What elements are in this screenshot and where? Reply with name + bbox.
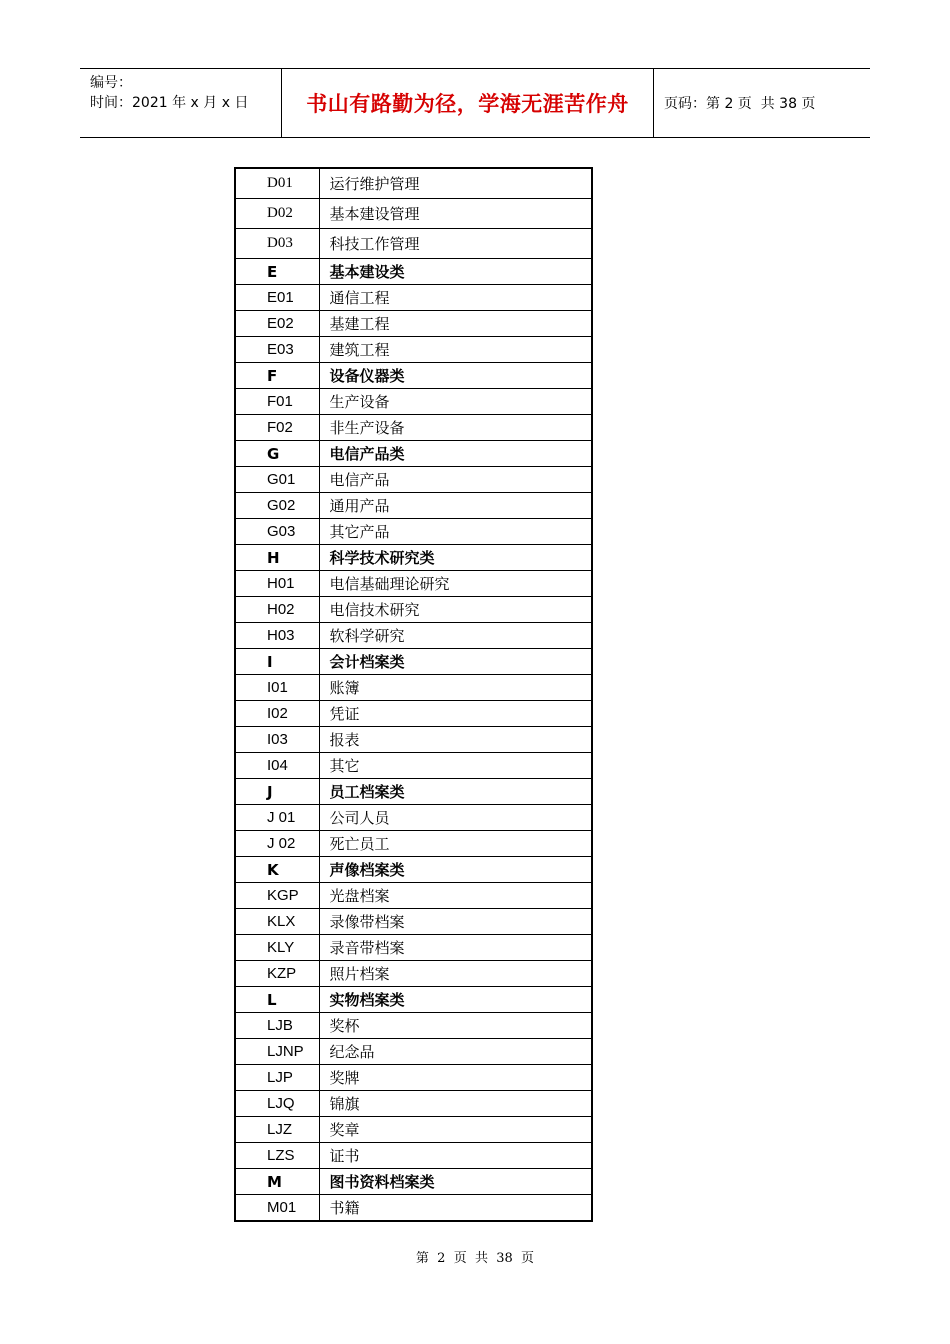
name-cell: 纪念品 (319, 1039, 592, 1065)
code-cell: I02 (235, 701, 319, 727)
table-row (235, 1143, 592, 1169)
code-cell: J 01 (235, 805, 319, 831)
name-cell: 书籍 (319, 1195, 592, 1222)
table-row (235, 467, 592, 493)
name-cell: 录像带档案 (319, 909, 592, 935)
name-cell: 奖杯 (319, 1013, 592, 1039)
name-cell: 声像档案类 (319, 857, 592, 883)
code-cell: G01 (235, 467, 319, 493)
name-cell: 公司人员 (319, 805, 592, 831)
name-cell: 其它 (319, 753, 592, 779)
category-row (235, 259, 592, 285)
name-cell: 电信技术研究 (319, 597, 592, 623)
name-cell: 软科学研究 (319, 623, 592, 649)
name-cell: 电信基础理论研究 (319, 571, 592, 597)
code-cell: D02 (235, 199, 319, 229)
table-row (235, 493, 592, 519)
table-row (235, 1117, 592, 1143)
category-row (235, 545, 592, 571)
name-cell: 通用产品 (319, 493, 592, 519)
code-cell: D01 (235, 168, 319, 199)
name-cell: 电信产品类 (319, 441, 592, 467)
name-cell: 死亡员工 (319, 831, 592, 857)
name-cell: 基建工程 (319, 311, 592, 337)
category-row (235, 987, 592, 1013)
name-cell: 奖牌 (319, 1065, 592, 1091)
table-row (235, 935, 592, 961)
code-cell: E02 (235, 311, 319, 337)
table-row (235, 199, 592, 229)
classification-code-table (234, 167, 593, 1222)
name-cell: 科技工作管理 (319, 229, 592, 259)
code-cell: I (235, 649, 319, 675)
code-cell: F01 (235, 389, 319, 415)
table-row (235, 727, 592, 753)
name-cell: 科学技术研究类 (319, 545, 592, 571)
code-cell: KGP (235, 883, 319, 909)
category-row (235, 1169, 592, 1195)
name-cell: 建筑工程 (319, 337, 592, 363)
name-cell: 基本建设管理 (319, 199, 592, 229)
code-cell: LJZ (235, 1117, 319, 1143)
name-cell: 奖章 (319, 1117, 592, 1143)
name-cell: 生产设备 (319, 389, 592, 415)
code-cell: L (235, 987, 319, 1013)
name-cell: 账簿 (319, 675, 592, 701)
category-row (235, 363, 592, 389)
header-page-info (654, 69, 870, 137)
code-cell: E (235, 259, 319, 285)
code-cell: I01 (235, 675, 319, 701)
table-row (235, 571, 592, 597)
table-row (235, 961, 592, 987)
code-cell: I04 (235, 753, 319, 779)
table-row (235, 831, 592, 857)
name-cell: 设备仪器类 (319, 363, 592, 389)
footer-page-number: 第 2 页 共 38 页 (415, 1251, 535, 1266)
code-cell: F02 (235, 415, 319, 441)
code-cell: G03 (235, 519, 319, 545)
code-cell: M01 (235, 1195, 319, 1222)
name-cell: 光盘档案 (319, 883, 592, 909)
name-cell: 报表 (319, 727, 592, 753)
table-row (235, 1013, 592, 1039)
category-row (235, 441, 592, 467)
document-number-label: 编号： (90, 75, 132, 91)
code-cell: H01 (235, 571, 319, 597)
code-cell: KLX (235, 909, 319, 935)
code-cell: D03 (235, 229, 319, 259)
name-cell: 非生产设备 (319, 415, 592, 441)
table-row (235, 168, 592, 199)
code-cell: J (235, 779, 319, 805)
category-row (235, 779, 592, 805)
name-cell: 照片档案 (319, 961, 592, 987)
code-cell: E03 (235, 337, 319, 363)
name-cell: 电信产品 (319, 467, 592, 493)
table-row (235, 675, 592, 701)
name-cell: 其它产品 (319, 519, 592, 545)
code-table-body (235, 168, 592, 1221)
table-row (235, 285, 592, 311)
code-cell: H03 (235, 623, 319, 649)
code-cell: G02 (235, 493, 319, 519)
name-cell: 证书 (319, 1143, 592, 1169)
table-row (235, 883, 592, 909)
name-cell: 实物档案类 (319, 987, 592, 1013)
name-cell: 基本建设类 (319, 259, 592, 285)
code-cell: M (235, 1169, 319, 1195)
table-row (235, 805, 592, 831)
table-row (235, 753, 592, 779)
header-motto: 书山有路勤为径，学海无涯苦作舟 (282, 69, 654, 137)
code-cell: LJP (235, 1065, 319, 1091)
name-cell: 凭证 (319, 701, 592, 727)
code-cell: H02 (235, 597, 319, 623)
code-cell: H (235, 545, 319, 571)
table-row (235, 1091, 592, 1117)
table-row (235, 389, 592, 415)
name-cell: 运行维护管理 (319, 168, 592, 199)
page-footer (0, 1247, 950, 1266)
code-cell: I03 (235, 727, 319, 753)
table-row (235, 597, 592, 623)
code-cell: LJNP (235, 1039, 319, 1065)
code-cell: G (235, 441, 319, 467)
code-cell: LJQ (235, 1091, 319, 1117)
table-row (235, 1065, 592, 1091)
code-cell: E01 (235, 285, 319, 311)
table-row (235, 519, 592, 545)
category-row (235, 857, 592, 883)
table-row (235, 701, 592, 727)
table-row (235, 415, 592, 441)
code-cell: KZP (235, 961, 319, 987)
table-row (235, 909, 592, 935)
code-cell: J 02 (235, 831, 319, 857)
name-cell: 锦旗 (319, 1091, 592, 1117)
name-cell: 员工档案类 (319, 779, 592, 805)
code-cell: K (235, 857, 319, 883)
page-header (80, 68, 870, 138)
table-row (235, 337, 592, 363)
code-cell: F (235, 363, 319, 389)
name-cell: 录音带档案 (319, 935, 592, 961)
table-row (235, 1195, 592, 1222)
code-cell: LZS (235, 1143, 319, 1169)
name-cell: 通信工程 (319, 285, 592, 311)
header-meta (80, 69, 282, 137)
page-info-text: 页码：第 2 页 共 38 页 (664, 96, 816, 112)
code-cell: LJB (235, 1013, 319, 1039)
table-row (235, 623, 592, 649)
table-row (235, 311, 592, 337)
code-cell: KLY (235, 935, 319, 961)
name-cell: 会计档案类 (319, 649, 592, 675)
table-row (235, 1039, 592, 1065)
category-row (235, 649, 592, 675)
document-time-label: 时间：2021 年 x 月 x 日 (90, 95, 249, 111)
name-cell: 图书资料档案类 (319, 1169, 592, 1195)
table-row (235, 229, 592, 259)
